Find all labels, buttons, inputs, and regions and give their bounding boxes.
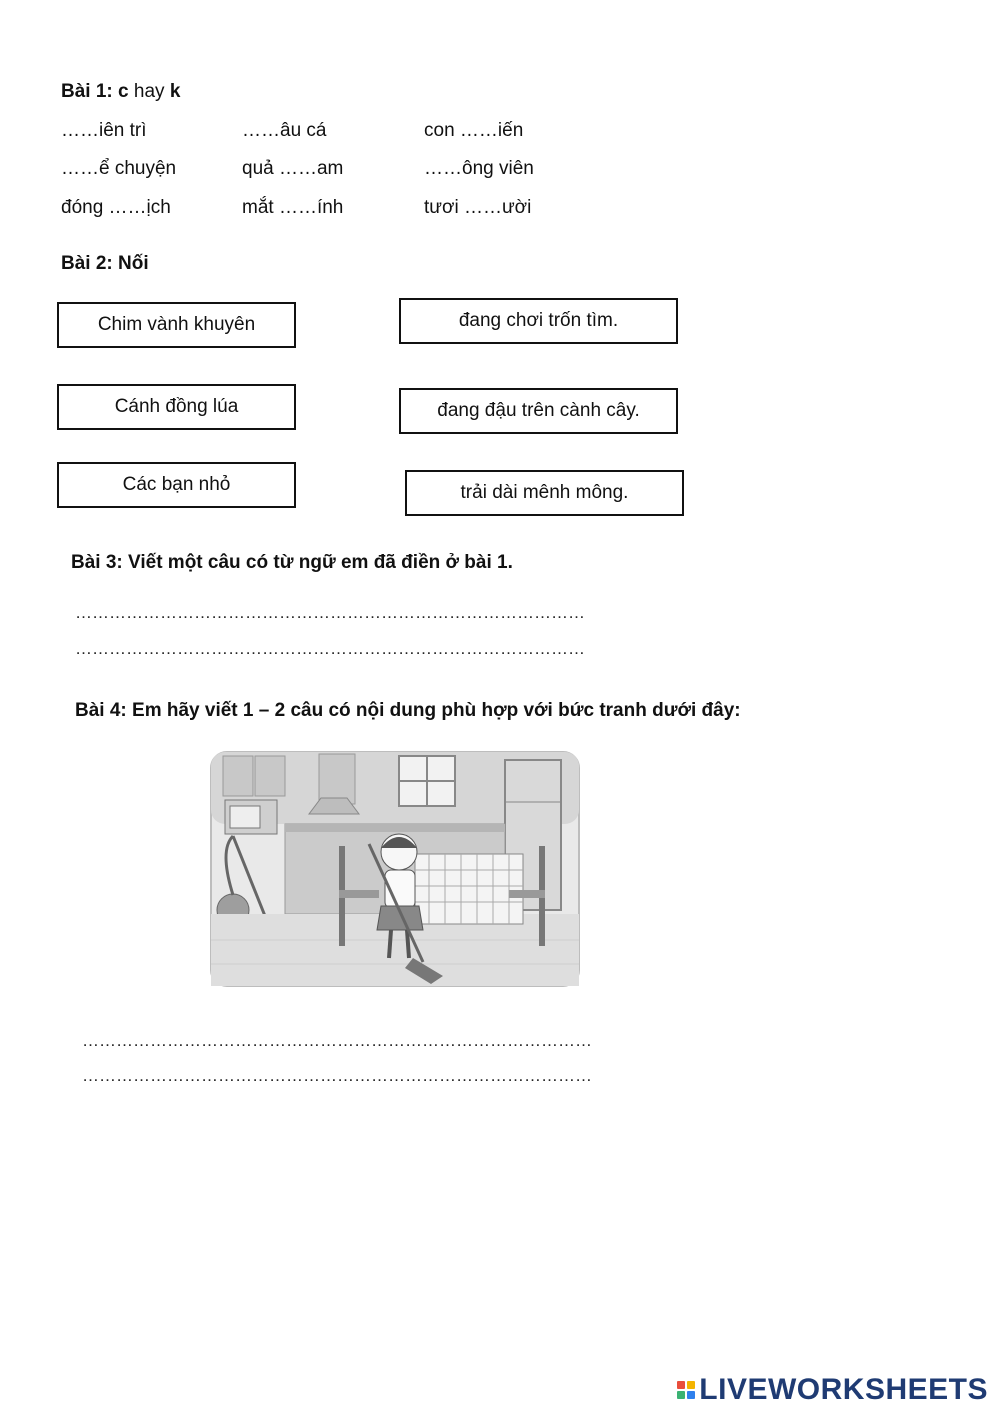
liveworksheets-logo [677, 1373, 988, 1407]
ex1-word[interactable]: ……iên trì [61, 120, 147, 141]
match-right-box[interactable]: đang chơi trốn tìm. [399, 298, 678, 344]
ex1-title-mid: hay [128, 81, 170, 102]
ex1-word[interactable]: tươi ……ười [424, 197, 532, 218]
answer-line[interactable]: ……………………………………………………………………………… [82, 1066, 592, 1085]
answer-line[interactable]: ……………………………………………………………………………… [75, 639, 585, 658]
ex1-word[interactable]: ……ể chuyện [61, 158, 177, 179]
brand-name: LIVEWORKSHEETS [699, 1373, 988, 1406]
ex1-title-prefix: Bài 1: [61, 81, 119, 102]
ex3-title: Bài 3: Viết một câu có từ ngữ em đã điền ở bài 1. [71, 552, 513, 573]
kitchen-sweeping-illustration [209, 750, 581, 988]
ex1-word[interactable]: ……âu cá [242, 120, 327, 141]
ex1-word[interactable]: quả ……am [242, 158, 344, 179]
ex1-word[interactable]: ……ông viên [424, 158, 534, 179]
ex1-title-k: k [169, 81, 181, 102]
match-left-box[interactable]: Chim vành khuyên [57, 302, 296, 348]
ex4-title: Bài 4: Em hãy viết 1 – 2 câu có nội dung phù hợp với bức tranh dưới đây: [75, 700, 741, 721]
answer-line[interactable]: ……………………………………………………………………………… [75, 603, 585, 622]
ex1-title-c: c [118, 81, 129, 102]
match-left-box[interactable]: Các bạn nhỏ [57, 462, 296, 508]
ex2-title: Bài 2: Nối [61, 253, 149, 274]
answer-line[interactable]: ……………………………………………………………………………… [82, 1031, 592, 1050]
match-left-box[interactable]: Cánh đồng lúa [57, 384, 296, 430]
ex1-word[interactable]: con ……iến [424, 120, 524, 141]
match-right-box[interactable]: trải dài mênh mông. [405, 470, 684, 516]
ex1-word[interactable]: đóng ……ịch [61, 197, 171, 218]
match-right-box[interactable]: đang đậu trên cành cây. [399, 388, 678, 434]
liveworksheets-mark-icon [677, 1381, 695, 1399]
ex1-title [61, 81, 180, 103]
ex1-word[interactable]: mắt ……ính [242, 197, 344, 218]
